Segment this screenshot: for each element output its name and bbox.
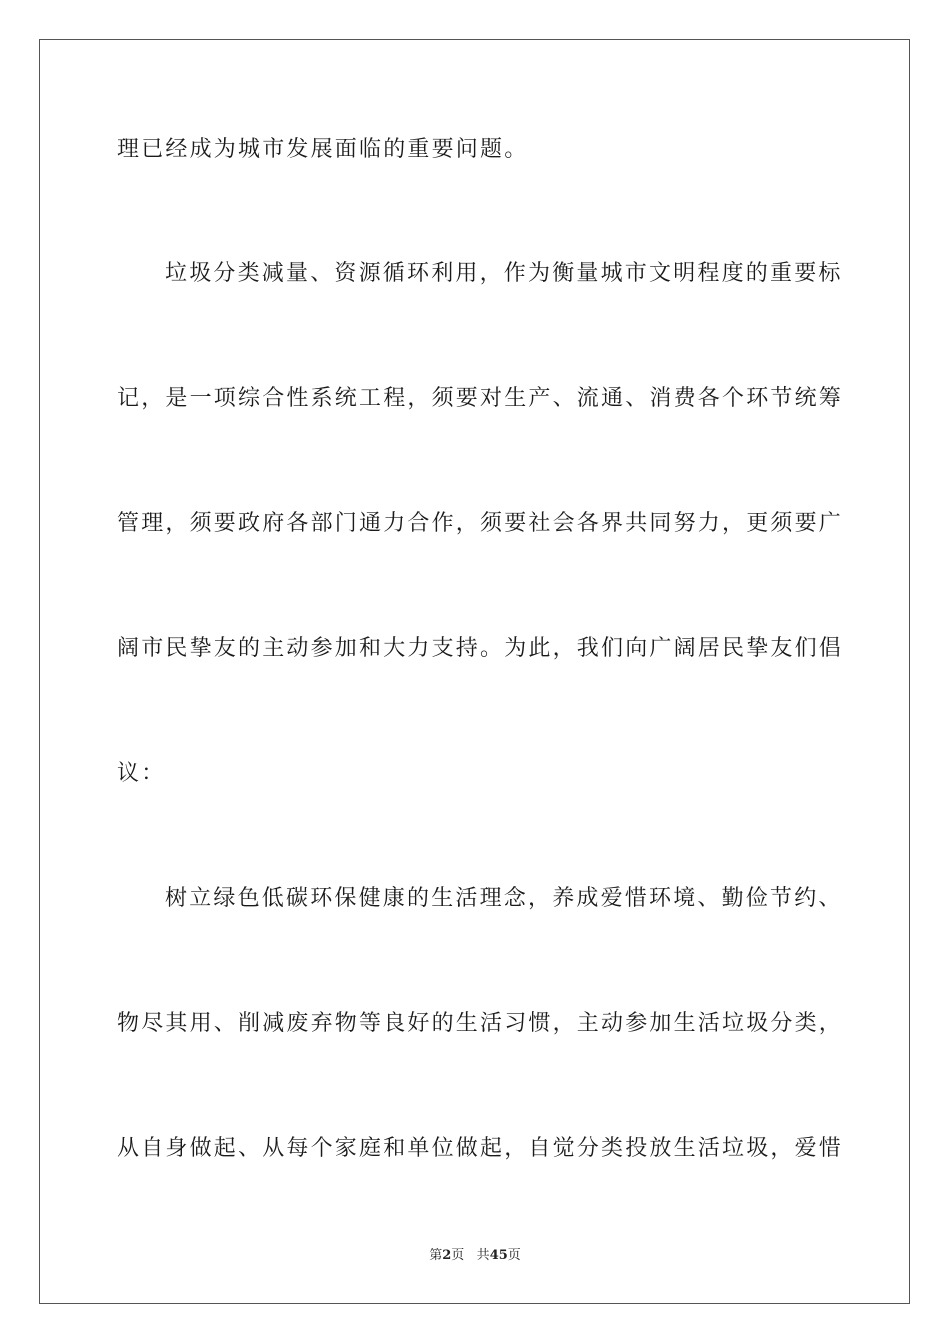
footer-total-prefix: 共 [476, 1248, 490, 1263]
footer-total-pages: 45 [489, 1248, 508, 1263]
text-line-4: 管理，须要政府各部门通力合作，须要社会各界共同努力，更须要广 [117, 511, 844, 536]
text-line-3: 记，是一项综合性系统工程，须要对生产、流通、消费各个环节统筹 [117, 386, 844, 411]
footer-total-suffix: 页 [507, 1248, 521, 1263]
footer-page-number: 2 [442, 1248, 452, 1263]
text-line-1: 理已经成为城市发展面临的重要问题。 [117, 137, 529, 162]
text-line-9: 从自身做起、从每个家庭和单位做起，自觉分类投放生活垃圾，爱惜 [117, 1136, 844, 1161]
page-frame [39, 39, 910, 1304]
text-line-6: 议： [117, 761, 166, 786]
text-line-2: 垃圾分类减量、资源循环利用，作为衡量城市文明程度的重要标 [165, 261, 843, 286]
text-line-7: 树立绿色低碳环保健康的生活理念，养成爱惜环境、勤俭节约、 [165, 886, 843, 911]
text-line-5: 阔市民挚友的主动参加和大力支持。为此，我们向广阔居民挚友们倡 [117, 636, 844, 661]
page-footer [0, 1247, 950, 1265]
footer-page-suffix: 页 [451, 1248, 465, 1263]
footer-page-prefix: 第 [429, 1248, 443, 1263]
text-line-8: 物尽其用、削减废弃物等良好的生活习惯，主动参加生活垃圾分类， [117, 1011, 844, 1036]
